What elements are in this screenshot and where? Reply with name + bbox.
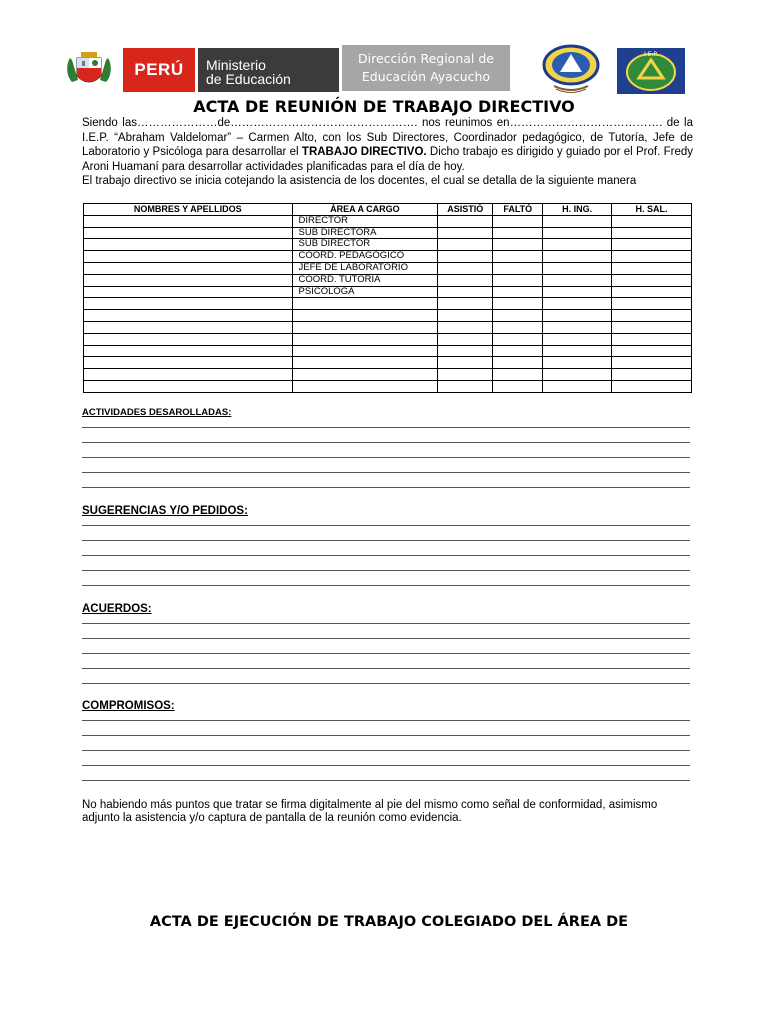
section-label: COMPROMISOS: — [82, 700, 175, 712]
attendance-cell[interactable] — [84, 262, 293, 274]
attendance-cell[interactable] — [84, 274, 293, 286]
attendance-cell[interactable] — [493, 262, 543, 274]
attendance-cell[interactable] — [438, 369, 493, 381]
attendance-row — [84, 286, 692, 298]
writing-lines — [82, 706, 690, 781]
writing-line[interactable] — [82, 766, 690, 781]
attendance-body — [84, 215, 692, 392]
attendance-cell[interactable] — [438, 321, 493, 333]
attendance-cell[interactable] — [493, 369, 543, 381]
attendance-row — [84, 333, 692, 345]
attendance-cell[interactable] — [493, 251, 543, 263]
attendance-cell[interactable] — [438, 333, 493, 345]
attendance-cell[interactable] — [543, 298, 612, 310]
iep-school-logo — [617, 48, 685, 94]
attendance-cell[interactable] — [543, 321, 612, 333]
intro-text-2: Dicho trabajo es dirigido y guiado por el Prof. Fredy Aroni Huamaní para desarrollar actividades planificadas para el día de hoy. — [82, 146, 693, 173]
attendance-cell[interactable] — [84, 239, 293, 251]
attendance-cell[interactable] — [438, 215, 493, 227]
letterhead — [0, 44, 768, 96]
area-cell[interactable] — [292, 345, 438, 357]
attendance-cell[interactable] — [438, 251, 493, 263]
attendance-cell[interactable] — [438, 286, 493, 298]
document-title: ACTA DE REUNIÓN DE TRABAJO DIRECTIVO — [193, 97, 575, 116]
attendance-cell[interactable] — [612, 274, 692, 286]
area-cell[interactable]: PSICOLOGA — [292, 286, 438, 298]
attendance-cell[interactable] — [84, 380, 293, 392]
writing-line[interactable] — [82, 609, 690, 624]
section-label: SUGERENCIAS Y/O PEDIDOS: — [82, 505, 248, 517]
attendance-row — [84, 321, 692, 333]
writing-line[interactable] — [82, 639, 690, 654]
dre-line-1: Dirección Regional de — [358, 51, 494, 66]
writing-line[interactable] — [82, 571, 690, 586]
writing-lines — [82, 609, 690, 684]
section-label: ACUERDOS: — [82, 603, 152, 615]
writing-line[interactable] — [82, 511, 690, 526]
intro-line-2: El trabajo directivo se inicia cotejando la asistencia de los docentes, el cual se detalla de la siguiente manera — [82, 175, 637, 187]
attendance-cell[interactable] — [493, 298, 543, 310]
peru-logo-block: PERÚ — [123, 48, 195, 92]
intro-text-1: Siendo las…………………de…………………………………………. nos reunimos en…………………………………. de la I.E.P. “Abraham Valdelomar” – Carmen Alto, con los Sub Directores, Coordinador pedagógico, de Tutoría, Jefe de Laboratorio y Psicóloga para desarrollar el — [82, 117, 693, 158]
attendance-header-cell: ASISTIÓ — [438, 204, 493, 216]
attendance-cell[interactable] — [612, 345, 692, 357]
attendance-cell[interactable] — [84, 310, 293, 322]
area-cell[interactable] — [292, 357, 438, 369]
attendance-cell[interactable] — [493, 321, 543, 333]
attendance-cell[interactable] — [493, 357, 543, 369]
attendance-cell[interactable] — [84, 369, 293, 381]
writing-line[interactable] — [82, 526, 690, 541]
iep-logo-text: I.E.P. — [644, 51, 658, 58]
writing-lines — [82, 413, 690, 488]
attendance-header-cell: ÁREA A CARGO — [292, 204, 438, 216]
attendance-cell[interactable] — [612, 380, 692, 392]
dre-line-2: Educación Ayacucho — [361, 69, 491, 84]
area-cell[interactable]: COORD. PEDAGÓGICO — [292, 251, 438, 263]
attendance-cell[interactable] — [84, 215, 293, 227]
attendance-row — [84, 369, 692, 381]
closing-paragraph: No habiendo más puntos que tratar se firma digitalmente al pie del mismo como señal de conformidad, asimismo adjunto la asistencia y/o captura de pantalla de la reunión como evidencia. — [82, 799, 658, 824]
writing-line[interactable] — [82, 624, 690, 639]
attendance-row — [84, 262, 692, 274]
writing-line[interactable] — [82, 721, 690, 736]
attendance-row — [84, 215, 692, 227]
attendance-cell[interactable] — [438, 345, 493, 357]
attendance-header-cell: H. SAL. — [612, 204, 692, 216]
writing-line[interactable] — [82, 706, 690, 721]
attendance-cell[interactable] — [493, 310, 543, 322]
attendance-cell[interactable] — [543, 286, 612, 298]
area-cell[interactable] — [292, 380, 438, 392]
attendance-header-cell: NOMBRES Y APELLIDOS — [84, 204, 293, 216]
attendance-row — [84, 227, 692, 239]
writing-line[interactable] — [82, 428, 690, 443]
attendance-row — [84, 380, 692, 392]
area-cell[interactable] — [292, 321, 438, 333]
attendance-cell[interactable] — [612, 310, 692, 322]
attendance-cell[interactable] — [438, 357, 493, 369]
attendance-cell[interactable] — [84, 251, 293, 263]
area-cell[interactable] — [292, 298, 438, 310]
attendance-cell[interactable] — [612, 357, 692, 369]
attendance-cell[interactable] — [612, 239, 692, 251]
attendance-cell[interactable] — [612, 227, 692, 239]
regional-directorate-block — [342, 45, 510, 91]
next-document-title: ACTA DE EJECUCIÓN DE TRABAJO COLEGIADO DEL ÁREA DE — [149, 914, 629, 930]
attendance-cell[interactable] — [612, 333, 692, 345]
attendance-row — [84, 239, 692, 251]
writing-lines — [82, 511, 690, 586]
writing-line[interactable] — [82, 654, 690, 669]
attendance-cell[interactable] — [612, 262, 692, 274]
writing-line[interactable] — [82, 556, 690, 571]
intro-bold-text: TRABAJO DIRECTIVO. — [301, 146, 427, 158]
area-cell[interactable] — [292, 333, 438, 345]
attendance-cell[interactable] — [84, 357, 293, 369]
area-cell[interactable]: DIRECTOR — [292, 215, 438, 227]
attendance-cell[interactable] — [84, 227, 293, 239]
attendance-cell[interactable] — [543, 215, 612, 227]
attendance-cell[interactable] — [612, 286, 692, 298]
section-label: ACTIVIDADES DESAROLLADAS: — [82, 407, 232, 418]
attendance-cell[interactable] — [84, 345, 293, 357]
attendance-table — [83, 203, 692, 393]
attendance-row — [84, 298, 692, 310]
attendance-cell[interactable] — [493, 227, 543, 239]
attendance-cell[interactable] — [493, 333, 543, 345]
attendance-cell[interactable] — [543, 227, 612, 239]
attendance-cell[interactable] — [493, 286, 543, 298]
attendance-cell[interactable] — [493, 274, 543, 286]
ministry-line-2: de Educación — [206, 71, 291, 87]
writing-line[interactable] — [82, 669, 690, 684]
attendance-cell[interactable] — [438, 380, 493, 392]
attendance-cell[interactable] — [543, 262, 612, 274]
attendance-cell[interactable] — [543, 357, 612, 369]
attendance-header-cell: FALTÓ — [493, 204, 543, 216]
ministry-logo-block — [198, 48, 339, 92]
attendance-row — [84, 251, 692, 263]
attendance-row — [84, 357, 692, 369]
attendance-cell[interactable] — [84, 321, 293, 333]
intro-paragraph — [82, 116, 693, 174]
attendance-cell[interactable] — [84, 286, 293, 298]
writing-line[interactable] — [82, 751, 690, 766]
area-cell[interactable]: SUB DIRECTORA — [292, 227, 438, 239]
area-cell[interactable] — [292, 369, 438, 381]
attendance-row — [84, 345, 692, 357]
area-cell[interactable] — [292, 310, 438, 322]
writing-line[interactable] — [82, 736, 690, 751]
ministry-line-1: Ministerio — [206, 57, 266, 73]
peru-coat-of-arms-logo — [64, 50, 114, 90]
attendance-cell[interactable] — [612, 369, 692, 381]
attendance-cell[interactable] — [543, 239, 612, 251]
attendance-row — [84, 310, 692, 322]
area-cell[interactable]: JEFE DE LABORATORIO — [292, 262, 438, 274]
attendance-cell[interactable] — [543, 310, 612, 322]
attendance-cell[interactable] — [612, 215, 692, 227]
writing-line[interactable] — [82, 473, 690, 488]
attendance-cell[interactable] — [438, 274, 493, 286]
attendance-row — [84, 274, 692, 286]
attendance-cell[interactable] — [493, 239, 543, 251]
attendance-cell[interactable] — [543, 274, 612, 286]
attendance-cell[interactable] — [543, 369, 612, 381]
attendance-cell[interactable] — [493, 380, 543, 392]
attendance-cell[interactable] — [493, 345, 543, 357]
regional-emblem-logo — [538, 44, 604, 94]
attendance-cell[interactable] — [493, 215, 543, 227]
attendance-cell[interactable] — [543, 333, 612, 345]
area-cell[interactable]: COORD. TUTORIA — [292, 274, 438, 286]
attendance-cell[interactable] — [612, 298, 692, 310]
attendance-cell[interactable] — [438, 298, 493, 310]
area-cell[interactable]: SUB DIRECTOR — [292, 239, 438, 251]
attendance-cell[interactable] — [438, 239, 493, 251]
attendance-header-row — [84, 204, 692, 216]
writing-line[interactable] — [82, 541, 690, 556]
attendance-cell[interactable] — [438, 262, 493, 274]
attendance-cell[interactable] — [84, 298, 293, 310]
attendance-cell[interactable] — [612, 251, 692, 263]
attendance-cell[interactable] — [84, 333, 293, 345]
attendance-cell[interactable] — [612, 321, 692, 333]
attendance-cell[interactable] — [438, 310, 493, 322]
writing-line[interactable] — [82, 443, 690, 458]
attendance-cell[interactable] — [438, 227, 493, 239]
attendance-cell[interactable] — [543, 380, 612, 392]
attendance-cell[interactable] — [543, 345, 612, 357]
writing-line[interactable] — [82, 458, 690, 473]
attendance-header-cell: H. ING. — [543, 204, 612, 216]
writing-line[interactable] — [82, 413, 690, 428]
attendance-cell[interactable] — [543, 251, 612, 263]
